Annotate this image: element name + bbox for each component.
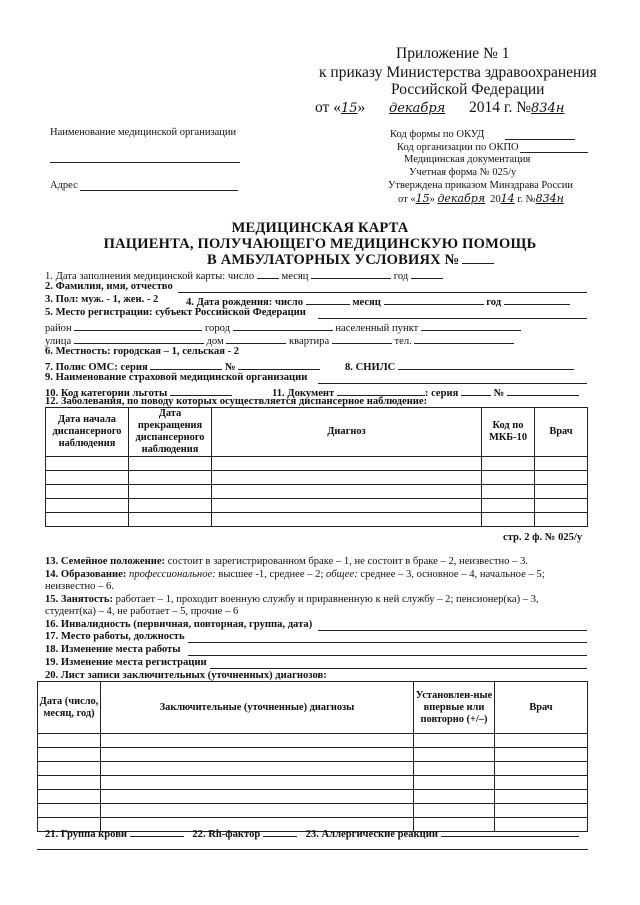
table-row[interactable] <box>46 471 588 485</box>
field-5-house-label: дом <box>206 336 224 347</box>
field-15 <box>45 594 539 606</box>
field-1-day-line[interactable] <box>257 268 279 279</box>
field-12-label: 12. Заболевания, по поводу которых осуществляется диспансерное наблюдение: <box>45 396 428 407</box>
field-5-subject-line[interactable] <box>318 318 587 319</box>
order-date-mid: » <box>357 99 370 116</box>
order-date-prefix: от « <box>315 99 341 116</box>
field-5-street-line[interactable] <box>74 333 204 344</box>
field-5-house-line[interactable] <box>226 333 286 344</box>
field-9-label: 9. Наименование страховой медицинской организации <box>45 372 308 383</box>
dispensary-table-header <box>46 408 588 457</box>
order-date-day: 15 <box>340 101 358 116</box>
field-1-year-line[interactable] <box>411 268 443 279</box>
order-date-line <box>315 99 564 117</box>
card-number-line[interactable] <box>462 253 494 264</box>
field-23-label: 23. Аллергические реакции <box>305 829 438 840</box>
field-5-city-line[interactable] <box>233 320 333 331</box>
field-8-line[interactable] <box>398 359 574 370</box>
okud-label: Код формы по ОКУД <box>390 129 485 140</box>
diagnoses-table <box>37 681 588 832</box>
field-22-line[interactable] <box>263 826 297 837</box>
table-row[interactable] <box>46 513 588 527</box>
field-4-month-line[interactable] <box>384 294 484 305</box>
approved-date-mid: » <box>429 194 438 205</box>
field-14-text1: высшее -1, среднее – 2; <box>218 569 324 580</box>
field-8-label: 8. СНИЛС <box>345 362 396 373</box>
field-2-label: 2. Фамилия, имя, отчество <box>45 281 173 292</box>
field-7-label: 7. Полис ОМС: серия <box>45 362 148 373</box>
field-23-line-2[interactable] <box>37 849 588 850</box>
table-row[interactable] <box>38 776 588 790</box>
field-11-series-line[interactable] <box>461 385 491 396</box>
field-17-line[interactable] <box>188 642 587 643</box>
org-name-label: Наименование медицинской организации <box>50 127 237 138</box>
table-row[interactable] <box>46 457 588 471</box>
field-5-district-label: район <box>45 323 72 334</box>
field-8 <box>345 359 574 374</box>
field-20-label: 20. Лист записи заключительных (уточненных) диагнозов: <box>45 670 327 681</box>
org-name-line[interactable] <box>50 162 240 163</box>
card-title-1: МЕДИЦИНСКАЯ КАРТА <box>231 220 409 236</box>
okud-line[interactable] <box>505 139 575 140</box>
field-5-city-label: город <box>204 323 231 334</box>
field-7-no-line[interactable] <box>238 359 320 370</box>
order-number: 834н <box>531 101 565 116</box>
th-end-date: Дата прекращения диспансерного наблюдения <box>129 408 212 457</box>
field-15-text1: работает – 1, проходит военную службу и приравненную к ней службу – 2; пенсионер(ка) – 3, <box>115 594 539 605</box>
med-doc-label: Медицинская документация <box>404 154 531 165</box>
approved-year-suffix: г. № <box>517 194 536 205</box>
field-10-label: 10. Код категории льготы <box>45 388 168 399</box>
card-title-2: ПАЦИЕНТА, ПОЛУЧАЮЩЕГО МЕДИЦИНСКУЮ ПОМОЩЬ <box>103 236 537 252</box>
field-21-line[interactable] <box>130 826 184 837</box>
field-5-settlement-label: населенный пункт <box>335 323 419 334</box>
field-4-month-label: месяц <box>352 297 381 308</box>
approved-year-prefix: 20 <box>490 194 501 205</box>
table-row[interactable] <box>38 734 588 748</box>
org-address-line[interactable] <box>80 190 238 191</box>
th-start-date: Дата начала диспансерного наблюдения <box>46 408 129 457</box>
th-doctor-2: Врач <box>495 682 588 734</box>
diagnoses-table-header <box>38 682 588 734</box>
field-5-settlement-line[interactable] <box>421 320 521 331</box>
field-5-apt-line[interactable] <box>332 333 392 344</box>
field-4-year-label: год <box>486 297 502 308</box>
order-date-month: декабря <box>388 101 446 116</box>
field-19-label: 19. Изменение места регистрации <box>45 657 207 668</box>
field-6: 6. Местность: городская – 1, сельская - 2 <box>45 346 240 357</box>
approved-date-prefix: от « <box>398 194 416 205</box>
th-first-or-repeat: Установлен-ные впервые или повторно (+/–) <box>414 682 495 734</box>
approved-day: 15 <box>415 192 430 205</box>
table-row[interactable] <box>46 485 588 499</box>
field-14 <box>45 569 545 581</box>
field-18-label: 18. Изменение места работы <box>45 644 181 655</box>
field-11-doc-line[interactable] <box>337 385 425 396</box>
field-13 <box>45 556 528 568</box>
card-title-3-text: В АМБУЛАТОРНЫХ УСЛОВИЯХ № <box>207 252 460 268</box>
field-7-series-line[interactable] <box>150 359 222 370</box>
table-row[interactable] <box>38 762 588 776</box>
order-federation: Российской Федерации <box>391 81 545 98</box>
approved-label: Утверждена приказом Минздрава России <box>388 180 574 191</box>
field-1-month-line[interactable] <box>311 268 391 279</box>
field-11-no-label: № <box>493 388 505 399</box>
field-23-line[interactable] <box>441 826 579 837</box>
okpo-line[interactable] <box>520 152 588 153</box>
approved-date-line <box>398 192 564 205</box>
field-9-line[interactable] <box>318 383 587 384</box>
field-7-no-label: № <box>225 362 236 373</box>
field-4-day-line[interactable] <box>306 294 350 305</box>
th-doctor: Врач <box>535 408 588 457</box>
field-18-line[interactable] <box>188 655 587 656</box>
field-19-line[interactable] <box>210 668 587 669</box>
field-3: 3. Пол: муж. - 1, жен. - 2 <box>45 294 159 305</box>
dispensary-table <box>45 407 588 527</box>
card-title-3 <box>207 252 494 269</box>
field-4-label: 4. Дата рождения: число <box>186 297 303 308</box>
footer-fields <box>45 826 579 841</box>
field-14-prof: профессиональное: <box>128 569 216 580</box>
order-ministry: к приказу Министерства здравоохранения <box>319 64 597 81</box>
field-5-district-line[interactable] <box>74 320 202 331</box>
field-22-label: 22. Rh-фактор <box>192 829 261 840</box>
table-row[interactable] <box>38 748 588 762</box>
table-row[interactable] <box>46 499 588 513</box>
th-final-diagnoses: Заключительные (уточненные) диагнозы <box>101 682 414 734</box>
field-14-text3: неизвестно – 6. <box>45 581 114 592</box>
th-diagnosis: Диагноз <box>212 408 482 457</box>
field-4-year-line[interactable] <box>504 294 570 305</box>
approved-number: 834н <box>535 192 564 205</box>
appendix-title: Приложение № 1 <box>396 45 510 62</box>
approved-month: декабря <box>437 192 486 205</box>
field-1-label: 1. Дата заполнения медицинской карты: число <box>45 271 255 282</box>
field-14-text2: среднее – 3, основное – 4, начальное – 5; <box>360 569 545 580</box>
field-16-line[interactable] <box>318 630 587 631</box>
field-5-apt-label: квартира <box>289 336 330 347</box>
field-11-label: 11. Документ <box>272 388 335 399</box>
page-2-label: стр. 2 ф. № 025/у <box>503 532 583 543</box>
table-row[interactable] <box>38 804 588 818</box>
field-11-no-line[interactable] <box>507 385 579 396</box>
field-2-line[interactable] <box>178 292 587 293</box>
th-date: Дата (число, месяц, год) <box>38 682 101 734</box>
field-13-text: состоит в зарегистрированном браке – 1, не состоит в браке – 2, неизвестно – 3. <box>167 556 529 567</box>
field-16-label: 16. Инвалидность (первичная, повторная, группа, дата) <box>45 619 313 630</box>
field-11-series-label: : серия <box>424 388 459 399</box>
form-number-label: Учетная форма № 025/у <box>409 167 517 178</box>
field-21-label: 21. Группа крови <box>45 829 128 840</box>
field-15-label: 15. Занятость: <box>45 594 114 605</box>
field-14-label: 14. Образование: <box>45 569 127 580</box>
field-15-text2: студент(ка) – 4, не работает – 5, прочие – 6 <box>45 606 239 617</box>
th-icd-code: Код по МКБ-10 <box>482 408 535 457</box>
field-5-tel-line[interactable] <box>414 333 514 344</box>
order-date-year: 2014 г. № <box>469 99 532 116</box>
field-5-tel-label: тел. <box>394 336 412 347</box>
field-1-month-label: месяц <box>281 271 309 282</box>
org-address-label: Адрес <box>50 180 78 191</box>
field-17-label: 17. Место работы, должность <box>45 631 185 642</box>
okpo-label: Код организации по ОКПО <box>397 142 519 153</box>
field-10-line[interactable] <box>170 385 232 396</box>
field-14-general: общее: <box>326 569 358 580</box>
field-5-label: 5. Место регистрации: субъект Российской Федерации <box>45 307 306 318</box>
field-1-year-label: год <box>393 271 409 282</box>
field-5-street-label: улица <box>45 336 72 347</box>
table-row[interactable] <box>38 790 588 804</box>
field-13-label: 13. Семейное положение: <box>45 556 166 567</box>
approved-year: 14 <box>500 192 515 205</box>
